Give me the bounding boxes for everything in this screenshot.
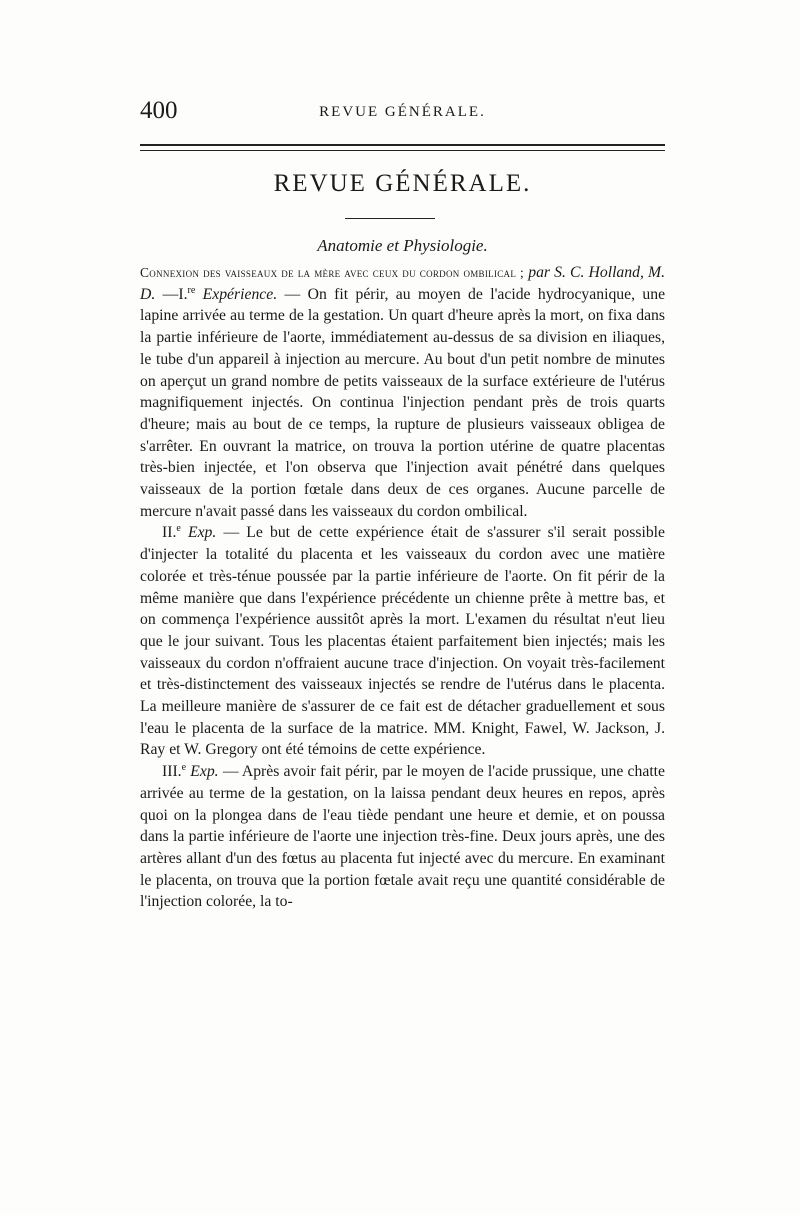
experience-1-sup: re: [187, 284, 196, 296]
experience-3-text: Après avoir fait périr, par le moyen de l'acide prussique, une chatte arrivée au terme de la gestation, on la laissa pendant deux heures en repos, après quoi on la plongea dans de l'eau tiède pendant une heure et demie, et on poussa dans la partie inférieure de l'aorte une injection très-fine. Deux jours après, une des artères allant d'un des fœtus au placenta fut injecté avec du mercure. En examinant le placenta, on trouva que la portion fœtale avait reçu une quantité considérable de l'injection colorée, la to-: [140, 763, 666, 911]
double-rule-divider: [140, 144, 665, 151]
paragraph-experience-2: [140, 522, 665, 761]
main-heading: REVUE GÉNÉRALE.: [273, 170, 532, 197]
dash: —: [162, 285, 179, 303]
dash: —: [223, 524, 240, 542]
experience-2-text: Le but de cette expérience était de s'assurer s'il serait possible d'injecter la totalité du placenta et les vaisseaux du cordon avec une matière colorée et très-ténue poussée par la partie inférieure de l'aorte. On fit périr de la même manière que dans l'expérience précédente un chienne prête à mettre bas, et on commença l'expérience aussitôt après la mort. L'examen du résultat n'eut lieu que le jour suivant. Tous les placentas étaient parfaitement bien injectés; mais les vaisseaux du cordon n'offraient aucune trace d'injection. On voyait très-facilement et très-distinctement des vaisseaux injectés se rendre de l'utérus dans le placenta. La meilleure manière de s'assurer de ce fait est de détacher graduellement et sous l'eau le placenta de la surface de la matrice. MM. Knight, Fawel, W. Jackson, J. Ray et W. Gregory ont été témoins de cette expérience.: [140, 524, 665, 759]
experience-3-label: III.: [162, 763, 182, 781]
short-rule-divider: [345, 218, 435, 219]
article-author: par S. C. Holland, M. D.: [140, 264, 665, 303]
article-title: Connexion des vaisseaux de la mère avec ceux du cordon ombilical ;: [140, 265, 525, 280]
dash: —: [222, 763, 239, 781]
section-heading: Anatomie et Physiologie.: [317, 236, 488, 255]
dash: —: [284, 285, 301, 303]
experience-1-text: On fit périr, au moyen de l'acide hydrocyanique, une lapine arrivée au terme de la gestation. Un quart d'heure après la mort, on fixa dans la partie inférieure de l'aorte, immédiatement au-dessus de sa division en iliaques, le tube d'un appareil à injection au mercure. Au bout d'un petit nombre de minutes on aperçut un grand nombre de petits vaisseaux de la surface extérieure de l'utérus magnifiquement injectés. On continua l'injection pendant près de trois quarts d'heure; mais au bout de ce temps, la rupture de plusieurs vaisseaux obligea de s'arrêter. En ouvrant la matrice, on trouva la portion utérine de quatre placentas très-bien injectée, et l'on observa que l'injection avait pénétré dans quelques vaisseaux de la portion fœtale dans deux de ces organes. Aucune parcelle de mercure n'avait passé dans les vaisseaux du cordon ombilical.: [140, 285, 666, 520]
article-body: [140, 262, 665, 913]
paragraph-experience-1: [140, 262, 665, 522]
experience-2-word: Exp.: [187, 524, 217, 542]
experience-2-sup: e: [176, 523, 181, 535]
experience-3-word: Exp.: [190, 763, 219, 781]
running-head: [140, 96, 665, 126]
experience-1-word: Expérience.: [202, 285, 278, 303]
experience-2-label: II.: [162, 524, 177, 542]
experience-3-sup: e: [181, 761, 187, 773]
running-title: REVUE GÉNÉRALE.: [319, 104, 486, 120]
page-number: 400: [140, 97, 178, 124]
paragraph-experience-3: [140, 761, 665, 913]
experience-1-label: I.: [178, 285, 188, 303]
